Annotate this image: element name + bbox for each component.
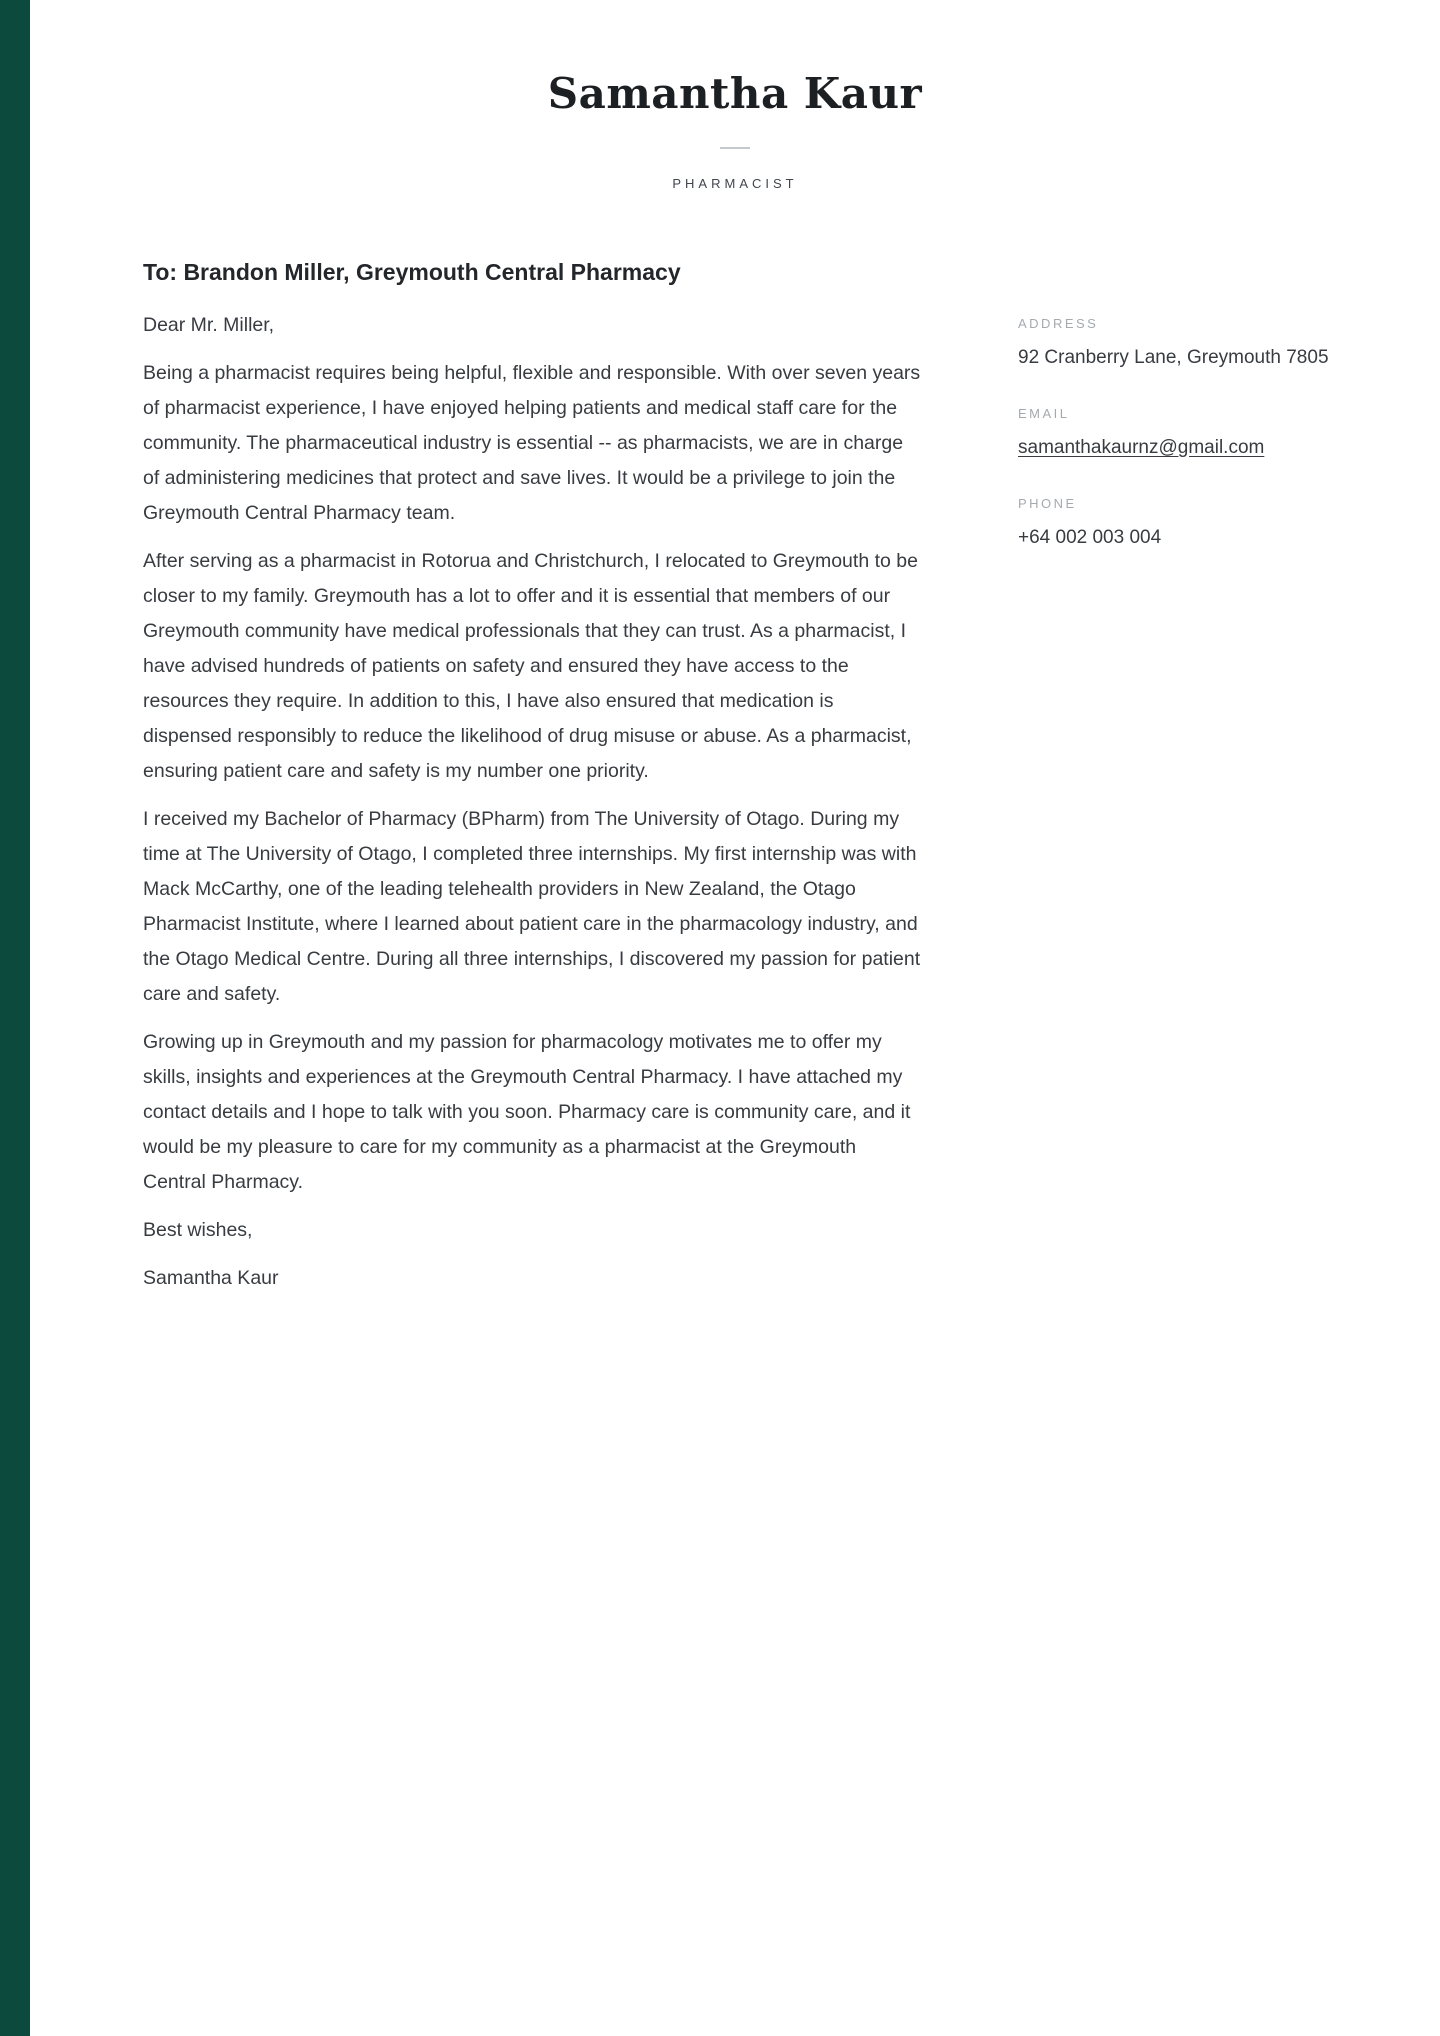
candidate-name: Samantha Kaur bbox=[547, 69, 923, 118]
phone-value: +64 002 003 004 bbox=[1018, 527, 1162, 548]
accent-stripe bbox=[0, 0, 30, 2036]
email-value bbox=[1018, 436, 1350, 460]
recipient-heading: To: Brandon Miller, Greymouth Central Pharmacy bbox=[143, 259, 681, 285]
email-link[interactable]: samanthakaurnz@gmail.com bbox=[1018, 437, 1265, 458]
sidebar-section-phone bbox=[1018, 496, 1350, 550]
salutation: Dear Mr. Miller, bbox=[143, 314, 275, 336]
letter-body bbox=[143, 258, 923, 1309]
cover-letter-page bbox=[30, 0, 1440, 1309]
contact-sidebar bbox=[1018, 258, 1350, 586]
letter-header bbox=[30, 0, 1440, 191]
sidebar-section-email bbox=[1018, 406, 1350, 460]
phone-label: PHONE bbox=[1018, 496, 1077, 511]
closing: Best wishes, bbox=[143, 1219, 253, 1241]
letter-paragraph: Being a pharmacist requires being helpful, flexible and responsible. With over seven years of pharmacist experience, I have enjoyed helping patients and medical staff care for the community. The pharmaceutical industry is essential -- as pharmacists, we are in charge of administering medicines that protect and save lives. It would be a privilege to join the Greymouth Central Pharmacy team. bbox=[143, 362, 921, 524]
letter-paragraph: After serving as a pharmacist in Rotorua and Christchurch, I relocated to Greymouth to be closer to my family. Greymouth has a lot to offer and it is essential that members of our Greymouth community have medical professionals that they can trust. As a pharmacist, I have advised hundreds of patients on safety and ensured they have access to the resources they require. In addition to this, I have also ensured that medication is dispensed responsibly to reduce the likelihood of drug misuse or abuse. As a pharmacist, ensuring patient care and safety is my number one priority. bbox=[143, 550, 918, 782]
email-label: EMAIL bbox=[1018, 406, 1070, 421]
letter-paragraph: Growing up in Greymouth and my passion for pharmacology motivates me to offer my skills, insights and experiences at the Greymouth Central Pharmacy. I have attached my contact details and I hope to talk with you soon. Pharmacy care is community care, and it would be my pleasure to care for my community as a pharmacist at the Greymouth Central Pharmacy. bbox=[143, 1031, 911, 1193]
job-title: PHARMACIST bbox=[672, 176, 798, 191]
letter-content-row bbox=[143, 258, 1350, 1309]
address-value: 92 Cranberry Lane, Greymouth 7805 bbox=[1018, 347, 1329, 368]
header-divider bbox=[720, 147, 750, 149]
signature: Samantha Kaur bbox=[143, 1267, 279, 1289]
sidebar-section-address bbox=[1018, 316, 1350, 370]
letter-paragraph: I received my Bachelor of Pharmacy (BPharm) from The University of Otago. During my time at The University of Otago, I completed three internships. My first internship was with Mack McCarthy, one of the leading telehealth providers in New Zealand, the Otago Pharmacist Institute, where I learned about patient care in the pharmacology industry, and the Otago Medical Centre. During all three internships, I discovered my passion for patient care and safety. bbox=[143, 808, 921, 1005]
address-label: ADDRESS bbox=[1018, 316, 1099, 331]
